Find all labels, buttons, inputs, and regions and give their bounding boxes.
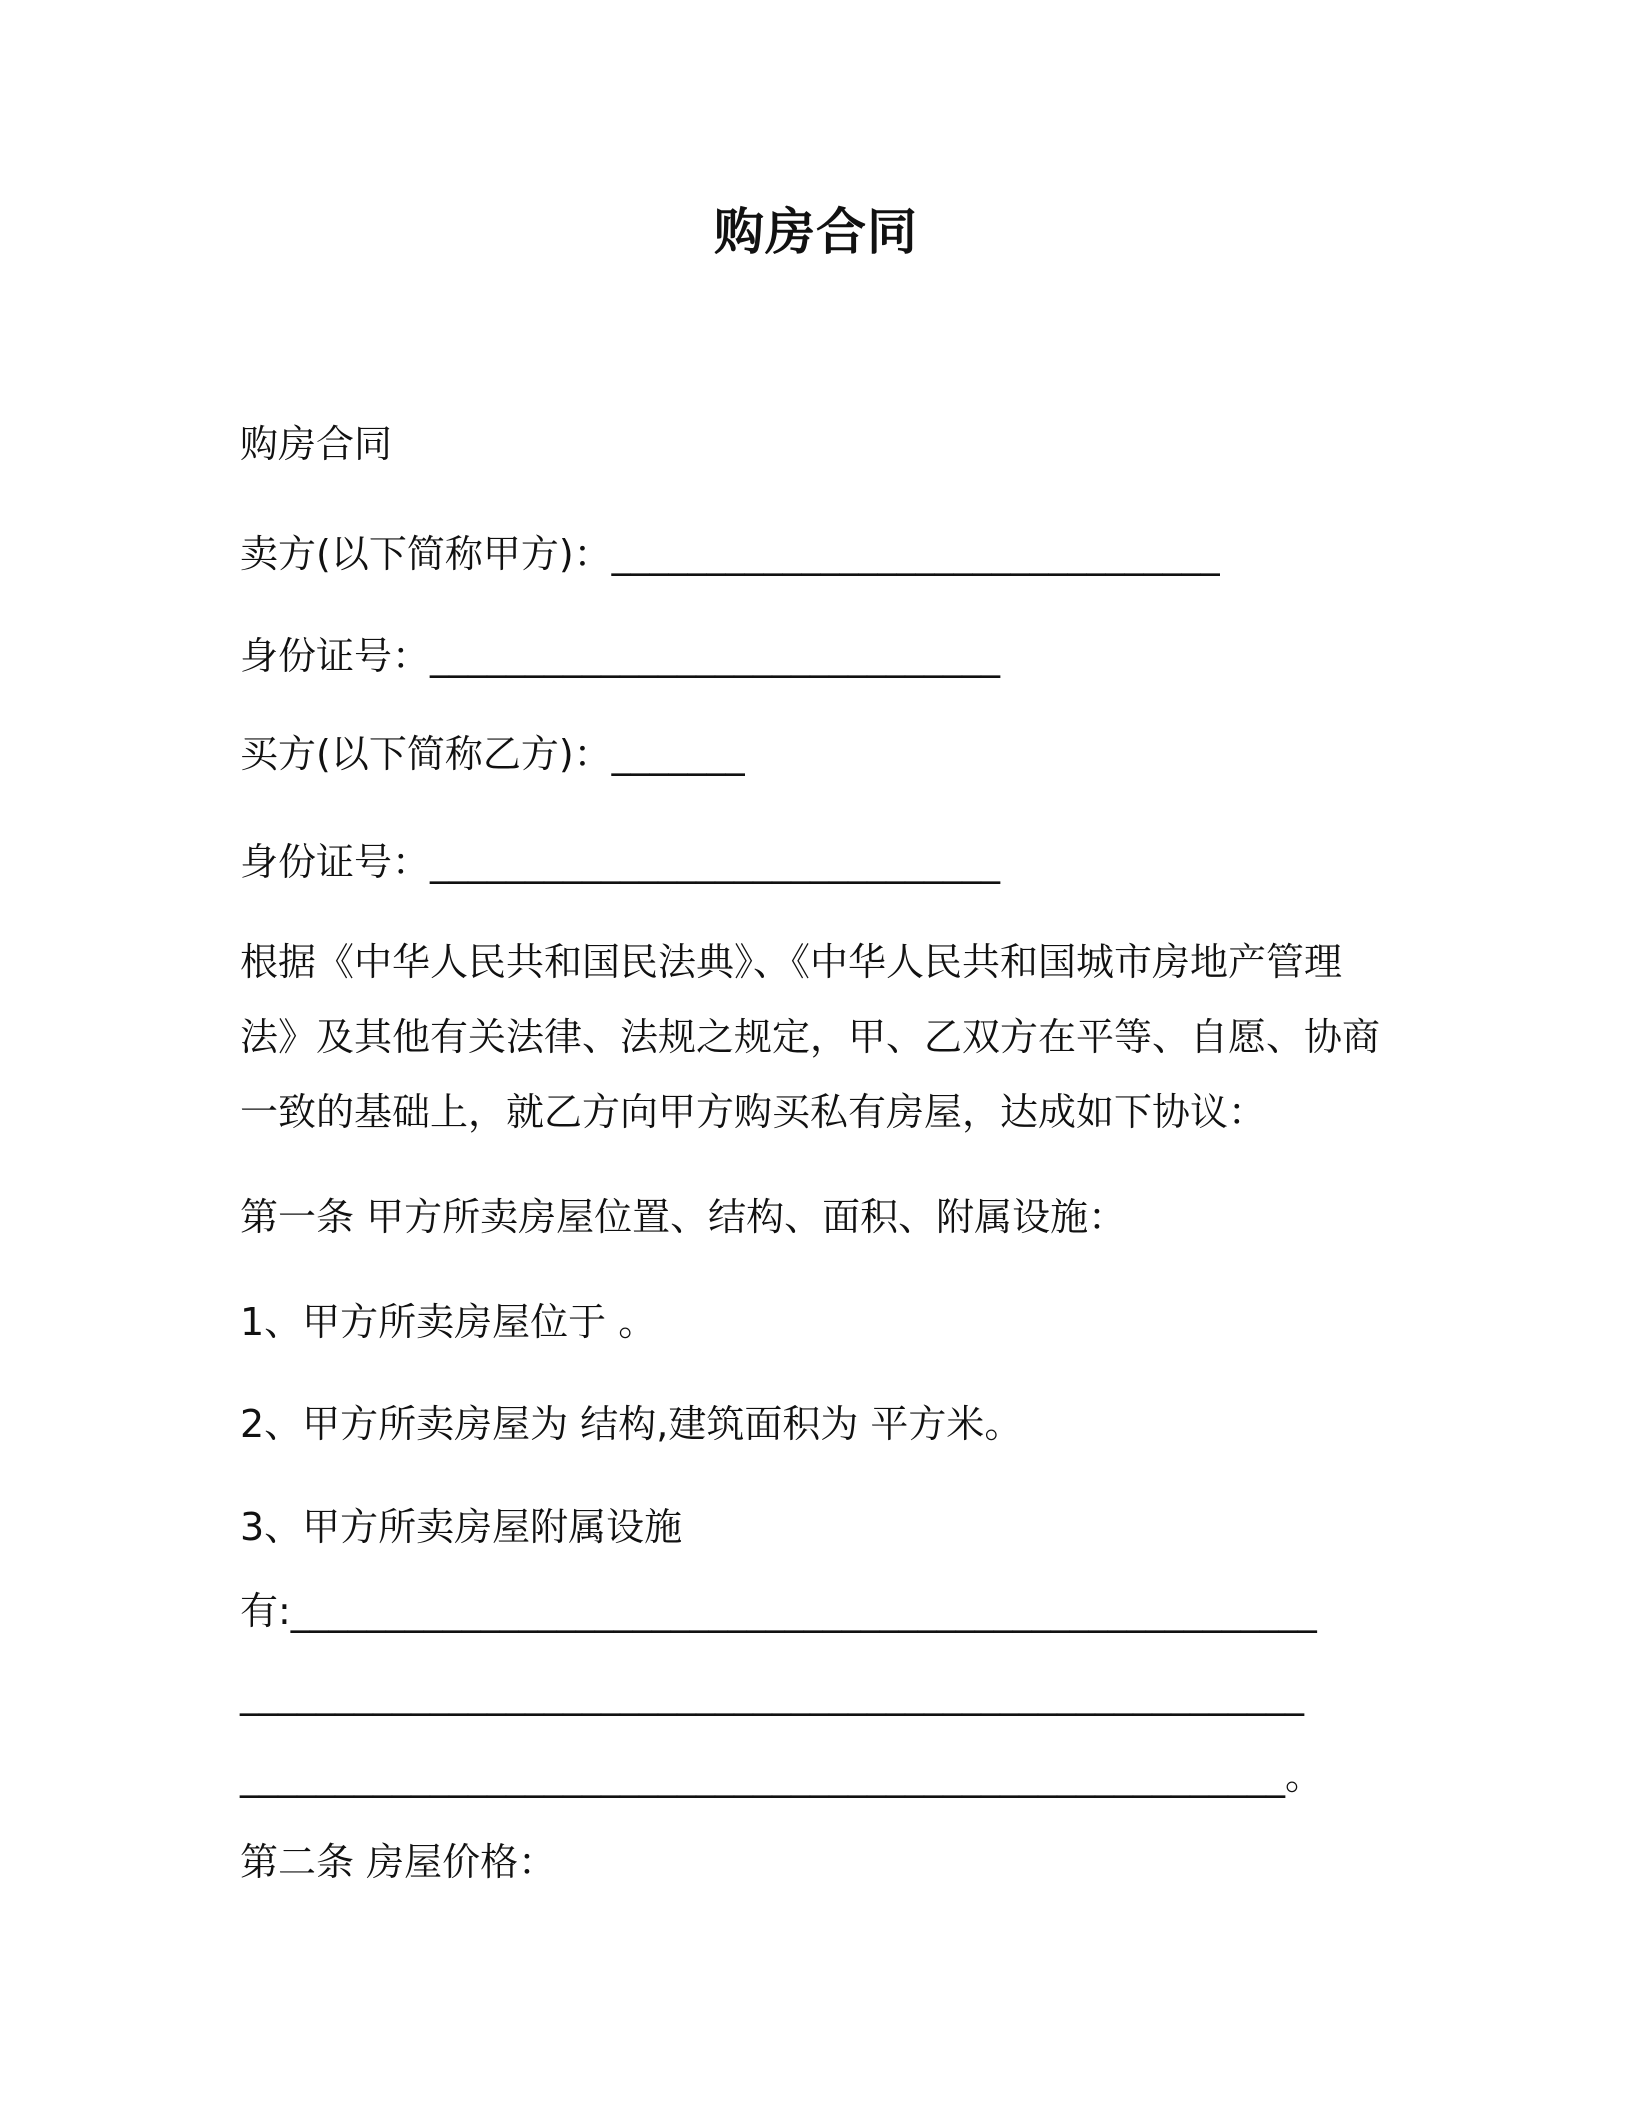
article1-item3-fill: _______________________________________________________。 — [240, 1754, 1324, 1798]
article1-item3-fill: ________________________________________________________ — [240, 1672, 1304, 1716]
document-title: 购房合同 — [714, 203, 918, 261]
document-subtitle: 购房合同 — [240, 422, 393, 466]
preamble-line: 根据《中华人民共和国民法典》、《中华人民共和国城市房地产管理 — [240, 940, 1343, 984]
article2-heading: 第二条 房屋价格： — [240, 1840, 557, 1884]
article1-heading: 第一条 甲方所卖房屋位置、结构、面积、附属设施： — [240, 1195, 1127, 1239]
buyer-line: 买方(以下简称乙方)：_______ — [240, 732, 745, 776]
preamble-line: 一致的基础上，就乙方向甲方购买私有房屋，达成如下协议： — [240, 1090, 1267, 1134]
preamble-line: 法》及其他有关法律、法规之规定，甲、乙双方在平等、自愿、协商 — [240, 1015, 1381, 1059]
article1-item3-fill: 有:______________________________________________________ — [240, 1589, 1317, 1633]
seller-line: 卖方(以下简称甲方)：________________________________ — [240, 532, 1220, 576]
buyer-id-line: 身份证号：______________________________ — [240, 840, 1001, 884]
article1-item3: 3、甲方所卖房屋附属设施 — [240, 1505, 683, 1549]
article1-item1: 1、甲方所卖房屋位于 。 — [240, 1300, 657, 1344]
article1-item2: 2、甲方所卖房屋为 结构,建筑面积为 平方米。 — [240, 1402, 1023, 1446]
seller-id-line: 身份证号：______________________________ — [240, 634, 1001, 678]
